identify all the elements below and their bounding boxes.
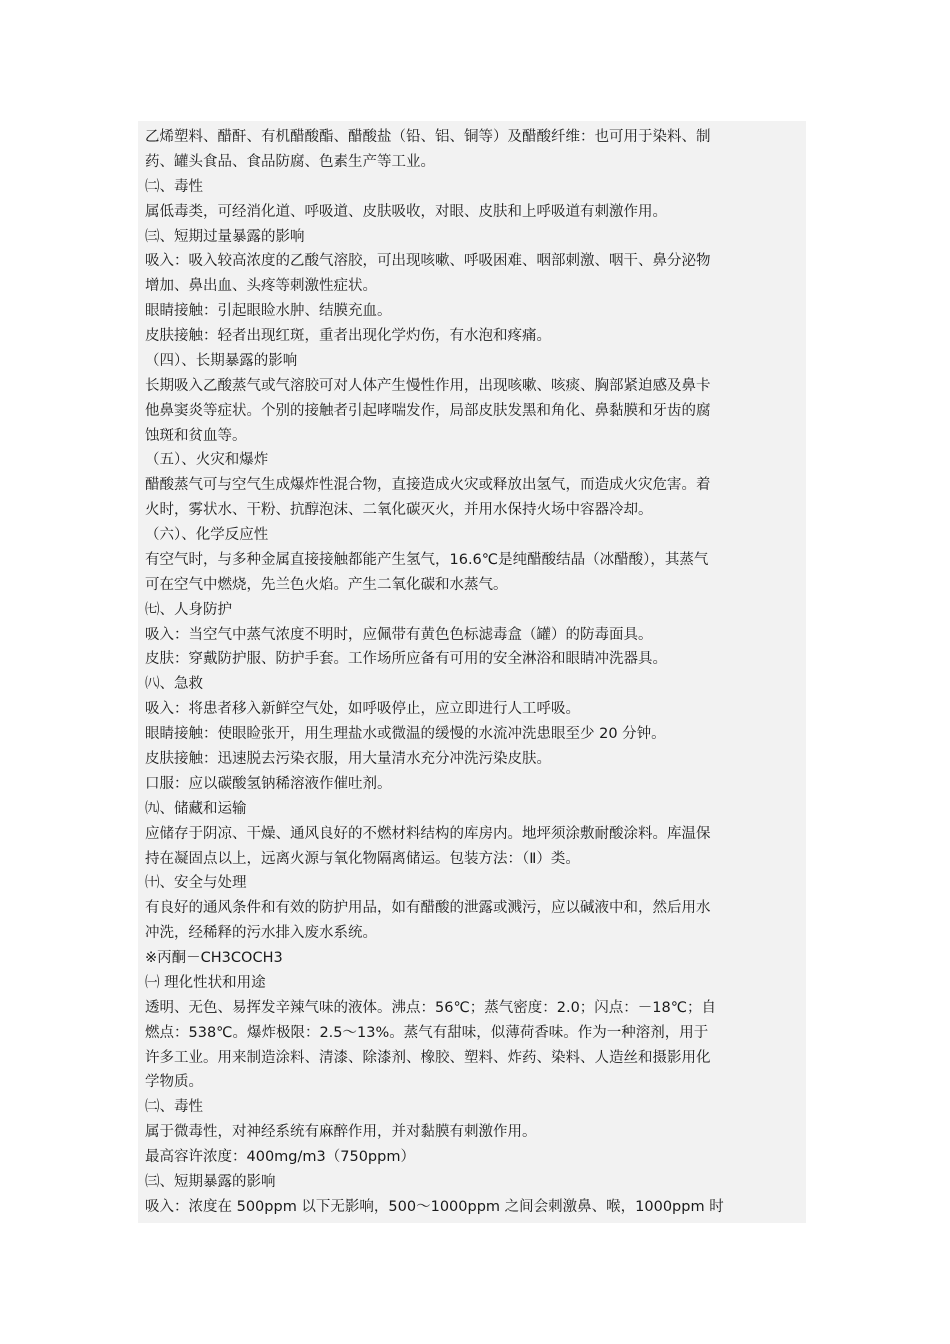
text-line: 应储存于阴凉、干燥、通风良好的不燃材料结构的库房内。地坪须涂敷耐酸涂料。库温保 <box>145 825 711 842</box>
text-line: 皮肤接触：迅速脱去污染衣服，用大量清水充分冲洗污染皮肤。 <box>145 751 551 767</box>
text-line: 可在空气中燃烧，先兰色火焰。产生二氧化碳和水蒸气。 <box>145 576 508 593</box>
text-line: 药、罐头食品、食品防腐、色素生产等工业。 <box>145 153 435 170</box>
text-line: 蚀斑和贫血等。 <box>145 427 247 444</box>
text-line: 眼睛接触：使眼睑张开，用生理盐水或微温的缓慢的水流冲洗患眼至少 20 分钟。 <box>145 726 666 743</box>
text-line: 冲洗，经稀释的污水排入废水系统。 <box>145 925 377 942</box>
text-line: 燃点：538℃。爆炸极限：2.5～13%。蒸气有甜味，似薄荷香味。作为一种溶剂，用于 <box>145 1024 709 1041</box>
text-line: 许多工业。用来制造涂料、清漆、除漆剂、橡胶、塑料、炸药、染料、人造丝和摄影用化 <box>145 1049 711 1066</box>
text-line: 醋酸蒸气可与空气生成爆炸性混合物，直接造成火灾或释放出氢气，而造成火灾危害。着 <box>145 477 711 494</box>
text-line: ㈡、毒性 <box>145 1099 203 1116</box>
text-line: ㈧、急救 <box>145 676 203 693</box>
text-line: 吸入：当空气中蒸气浓度不明时，应佩带有黄色色标滤毒盒（罐）的防毒面具。 <box>145 626 653 643</box>
text-line: 吸入：将患者移入新鲜空气处，如呼吸停止，应立即进行人工呼吸。 <box>145 701 580 718</box>
text-line: 皮肤接触：轻者出现红斑，重者出现化学灼伤，有水泡和疼痛。 <box>145 328 551 345</box>
text-line: 最高容许浓度：400mg/m3（750ppm） <box>145 1149 415 1166</box>
text-line: 吸入：吸入较高浓度的乙酸气溶胶，可出现咳嗽、呼吸困难、咽部刺激、咽干、鼻分泌物 <box>145 253 711 270</box>
text-line: 眼睛接触：引起眼睑水肿、结膜充血。 <box>145 303 392 320</box>
text-line: 属于微毒性，对神经系统有麻醉作用，并对黏膜有刺激作用。 <box>145 1124 537 1141</box>
text-line: 吸入：浓度在 500ppm 以下无影响，500～1000ppm 之间会刺激鼻、喉，1000ppm 时 <box>145 1198 724 1215</box>
text-line: 有空气时，与多种金属直接接触都能产生氢气，16.6℃是纯醋酸结晶（冰醋酸），其蒸气 <box>145 551 709 568</box>
text-line: 学物质。 <box>145 1074 203 1091</box>
text-line: （六）、化学反应性 <box>145 527 269 544</box>
text-line: 皮肤：穿戴防护服、防护手套。工作场所应备有可用的安全淋浴和眼睛冲洗器具。 <box>145 651 667 668</box>
text-line: ㈢、短期暴露的影响 <box>145 1173 276 1190</box>
text-line: 乙烯塑料、醋酐、有机醋酸酯、醋酸盐（铅、铝、铜等）及醋酸纤维：也可用于染料、制 <box>145 129 711 145</box>
text-line: （四）、长期暴露的影响 <box>145 352 298 369</box>
text-line: ㈩、安全与处理 <box>145 875 247 892</box>
text-line: 口服：应以碳酸氢钠稀溶液作催吐剂。 <box>145 775 392 792</box>
text-line: 属低毒类，可经消化道、呼吸道、皮肤吸收，对眼、皮肤和上呼吸道有刺激作用。 <box>145 203 667 220</box>
text-line: 增加、鼻出血、头疼等刺激性症状。 <box>145 278 377 295</box>
text-line: ㈡、毒性 <box>145 178 203 195</box>
text-line: 透明、无色、易挥发辛辣气味的液体。沸点：56℃；蒸气密度：2.0；闪点：－18℃；自 <box>145 999 717 1016</box>
text-line: 持在凝固点以上，远离火源与氧化物隔离储运。包装方法：（Ⅱ）类。 <box>145 850 580 867</box>
text-line: 火时，雾状水、干粉、抗醇泡沫、二氧化碳灭火，并用水保持火场中容器冷却。 <box>145 502 653 519</box>
text-line: ㈦、人身防护 <box>145 601 232 618</box>
text-line: 他鼻窦炎等症状。个别的接触者引起哮喘发作，局部皮肤发黑和角化、鼻黏膜和牙齿的腐 <box>145 402 711 419</box>
text-line: ㈠ 理化性状和用途 <box>145 974 266 991</box>
text-line: ㈢、短期过量暴露的影响 <box>145 228 305 245</box>
text-line: （五）、火灾和爆炸 <box>145 452 269 469</box>
text-line: ※丙酮－CH3COCH3 <box>145 950 283 967</box>
text-line: 有良好的通风条件和有效的防护用品，如有醋酸的泄露或溅污，应以碱液中和，然后用水 <box>145 900 711 917</box>
text-line: ㈨、储藏和运输 <box>145 800 247 817</box>
text-line: 长期吸入乙酸蒸气或气溶胶可对人体产生慢性作用，出现咳嗽、咳痰、胸部紧迫感及鼻卡 <box>145 377 711 394</box>
